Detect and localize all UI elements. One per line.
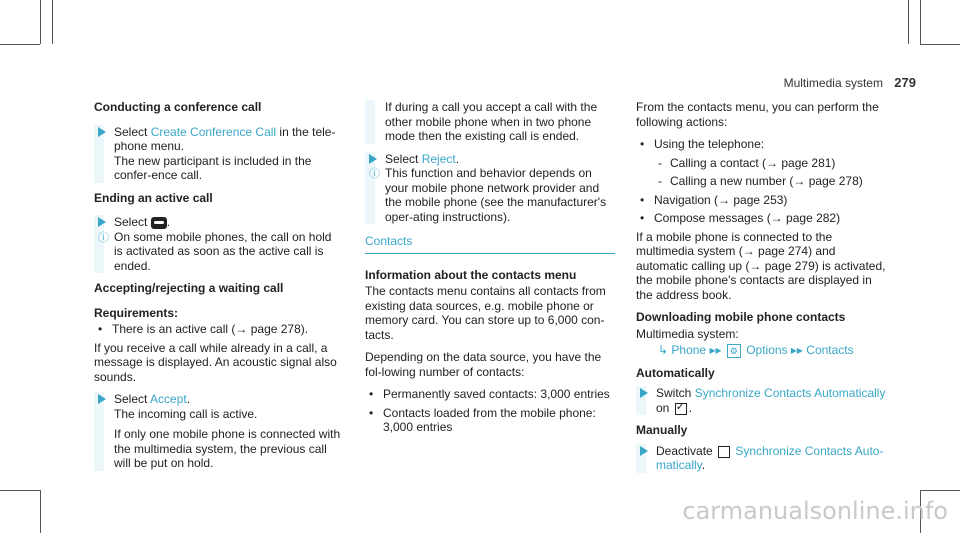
sync-auto-link[interactable]: Synchronize Contacts Automatically xyxy=(694,386,886,401)
text: Calling a contact (→ page 281) xyxy=(670,155,836,170)
crop-mark xyxy=(40,0,41,44)
chevron-right-icon: ▸▸ xyxy=(709,343,722,357)
info-note: This function and behavior depends on your mobile phone network provider and the mobile phone (see the manufacturer's oper-ating instructions). xyxy=(385,166,607,224)
bullet-icon: • xyxy=(98,322,103,336)
text: in the tele-phone menu. xyxy=(114,124,336,153)
bullet-icon: • xyxy=(369,387,374,401)
step-reject xyxy=(365,152,615,225)
list-item xyxy=(636,193,886,208)
end-call-icon[interactable] xyxy=(151,217,167,229)
sync-manual-link[interactable]: Synchronize Contacts Auto-matically xyxy=(656,443,884,473)
heading-conference: Conducting a conference call xyxy=(94,100,262,114)
requirement-item xyxy=(94,322,342,337)
heading-download: Downloading mobile phone contacts xyxy=(636,310,846,324)
heading-automatically: Automatically xyxy=(636,365,715,380)
header-section: Multimedia system xyxy=(783,76,883,90)
text: on xyxy=(656,400,670,415)
text: Select xyxy=(114,392,151,406)
text: Contacts loaded from the mobile phone: 3,000 entries xyxy=(383,405,596,434)
step-accept xyxy=(94,392,342,471)
gear-icon: ⚙ xyxy=(727,344,741,358)
column-2 xyxy=(365,100,615,439)
page-header xyxy=(784,75,916,90)
crop-mark xyxy=(908,0,909,44)
menu-path xyxy=(636,343,886,358)
chevron-right-icon: ▸▸ xyxy=(790,343,803,357)
text: Select xyxy=(114,215,151,229)
text: Navigation (→ page 253) xyxy=(654,192,788,207)
create-conference-link[interactable]: Create Conference Call xyxy=(150,124,277,139)
heading-info-contacts: Information about the contacts menu xyxy=(365,267,577,282)
step-note: The incoming call is active. xyxy=(114,406,258,421)
continued-text: If during a call you accept a call with the other mobile phone when in two phone mode then the existing call is ended. xyxy=(385,100,598,143)
sub-item xyxy=(636,174,886,189)
crop-mark xyxy=(0,490,40,491)
checkbox-empty-icon[interactable] xyxy=(718,446,730,458)
heading-manually: Manually xyxy=(636,423,688,438)
section-contacts: Contacts xyxy=(365,234,615,254)
bullet-icon: • xyxy=(640,137,645,151)
text: Using the telephone: xyxy=(654,137,765,151)
nav-contacts[interactable]: Contacts xyxy=(806,343,854,357)
list-item xyxy=(636,211,886,226)
arrow-icon xyxy=(369,154,377,164)
text: . xyxy=(166,215,171,229)
arrow-icon xyxy=(640,446,648,456)
step-bar xyxy=(365,100,375,144)
sub-item xyxy=(636,156,886,171)
text: Select xyxy=(385,151,422,166)
text: . xyxy=(688,400,693,415)
arrow-icon xyxy=(98,127,106,137)
bullet-icon: • xyxy=(369,405,374,420)
checkbox-checked-icon[interactable] xyxy=(675,403,687,415)
menu-label: Multimedia system: xyxy=(636,326,739,341)
heading-ending: Ending an active call xyxy=(94,190,213,205)
page-number: 279 xyxy=(894,75,916,90)
paragraph: If a mobile phone is connected to the multimedia system (→ page 274) and automatic calling up (→ page 279) is activated, the mobile phone's contacts are displayed in the address book. xyxy=(636,229,886,302)
crop-mark xyxy=(0,44,40,45)
info-icon: ⓘ xyxy=(98,231,109,244)
text: . xyxy=(701,458,706,473)
dash-icon: - xyxy=(658,174,662,188)
list-item xyxy=(365,406,615,435)
requirements-label: Requirements: xyxy=(94,305,179,320)
list-item xyxy=(636,137,886,152)
accept-link[interactable]: Accept xyxy=(150,392,187,406)
arrow-icon xyxy=(98,217,106,227)
info-note: On some mobile phones, the call on hold is activated as soon as the active call is ended. xyxy=(114,229,332,273)
column-3 xyxy=(636,100,886,481)
text: Select xyxy=(114,124,151,139)
text: . xyxy=(186,392,191,406)
paragraph: From the contacts menu, you can perform the following actions: xyxy=(636,100,879,129)
crop-mark xyxy=(920,490,960,491)
heading-waiting: Accepting/rejecting a waiting call xyxy=(94,281,284,295)
step-end-call xyxy=(94,215,342,273)
crop-mark xyxy=(52,0,53,44)
step-note: If only one mobile phone is connected with the multimedia system, the previous call will be put on hold. xyxy=(114,427,341,470)
bullet-icon: • xyxy=(640,192,645,207)
text: There is an active call (→ page 278). xyxy=(112,322,309,336)
crop-mark xyxy=(920,44,960,45)
step-continued xyxy=(365,100,615,144)
paragraph: The contacts menu contains all contacts from existing data sources, e.g. mobile phone or memory card. You can store up to 6,000 con-tacts. xyxy=(365,284,606,342)
step-note: The new participant is included in the confer-ence call. xyxy=(114,153,312,182)
text: Deactivate xyxy=(656,443,717,458)
watermark: carmanualsonline.info xyxy=(682,497,948,525)
text: Compose messages (→ page 282) xyxy=(654,211,841,225)
nav-options[interactable]: Options xyxy=(746,343,788,357)
column-1 xyxy=(94,100,342,479)
paragraph: Depending on the data source, you have the fol-lowing number of contacts: xyxy=(365,350,602,379)
crop-mark xyxy=(920,0,921,44)
paragraph: If you receive a call while already in a call, a message is displayed. An acoustic signal also sounds. xyxy=(94,340,337,384)
reject-link[interactable]: Reject xyxy=(421,151,456,166)
path-hook-icon: ↳ xyxy=(658,343,669,357)
text: . xyxy=(455,151,460,166)
step-sync-manual xyxy=(636,444,886,473)
text: Calling a new number (→ page 278) xyxy=(670,174,863,188)
nav-phone[interactable]: Phone xyxy=(671,343,707,357)
info-icon: ⓘ xyxy=(369,168,380,180)
step-create-conference xyxy=(94,125,342,183)
crop-mark xyxy=(40,490,41,533)
arrow-icon xyxy=(98,394,106,404)
step-sync-auto xyxy=(636,386,886,415)
dash-icon: - xyxy=(658,155,662,170)
text: Switch xyxy=(656,386,695,401)
text: Permanently saved contacts: 3,000 entries xyxy=(383,387,610,401)
arrow-icon xyxy=(640,388,648,398)
list-item xyxy=(365,387,615,402)
bullet-icon: • xyxy=(640,211,645,225)
